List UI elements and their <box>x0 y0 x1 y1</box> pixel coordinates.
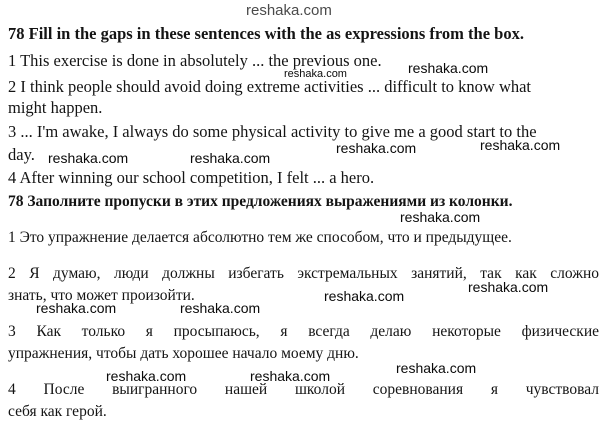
sentence-3-ru-line-1: 3 Как только я просыпаюсь, я всегда делаю некоторые физические <box>8 323 599 340</box>
sentence-3-en-line-1: 3 ... I'm awake, I always do some physical activity to give me a good start to the <box>8 122 537 141</box>
watermark: reshaka.com <box>190 150 271 166</box>
sentence-3-ru-line-2: упражнения, чтобы дать хорошее начало моему дню. <box>8 345 359 362</box>
watermark: reshaka.com <box>284 68 347 80</box>
sentence-2-en-line-2: might happen. <box>8 98 103 117</box>
sentence-4-ru-line-2: себя как герой. <box>8 403 107 420</box>
watermark: reshaka.com <box>336 140 417 156</box>
sentence-2-ru-line-1: 2 Я думаю, люди должны избегать экстремальных занятий, так как сложно <box>8 265 599 282</box>
watermark: reshaka.com <box>36 300 117 316</box>
watermark: reshaka.com <box>250 368 331 384</box>
sentence-2-ru-line-2: знать, что может произойти. <box>8 287 195 304</box>
sentence-3-en-line-2: day. <box>8 145 35 164</box>
sentence-2-en-line-1: 2 I think people should avoid doing extreme activities ... difficult to know what <box>8 77 532 96</box>
watermark: reshaka.com <box>106 368 187 384</box>
watermark: reshaka.com <box>246 2 332 19</box>
watermark: reshaka.com <box>180 300 261 316</box>
sentence-4-ru-line-1: 4 После выигранного нашей школой соревнования я чувствовал <box>8 381 599 398</box>
watermark: reshaka.com <box>408 60 489 76</box>
watermark: reshaka.com <box>396 360 477 376</box>
watermark: reshaka.com <box>468 279 549 295</box>
watermark: reshaka.com <box>400 209 481 225</box>
sentence-1-en: 1 This exercise is done in absolutely ... the previous one. <box>8 51 382 70</box>
sentence-4-en: 4 After winning our school competition, I felt ... a hero. <box>8 168 375 187</box>
sentence-1-ru: 1 Это упражнение делается абсолютно тем же способом, что и предыдущее. <box>8 229 512 246</box>
exercise-heading-ru: 78 Заполните пропуски в этих предложениях выражениями из колонки. <box>8 193 513 210</box>
watermark: reshaka.com <box>480 137 561 153</box>
watermark: reshaka.com <box>324 288 405 304</box>
watermark: reshaka.com <box>48 150 129 166</box>
exercise-heading-en: 78 Fill in the gaps in these sentences with the as expressions from the box. <box>8 24 524 43</box>
